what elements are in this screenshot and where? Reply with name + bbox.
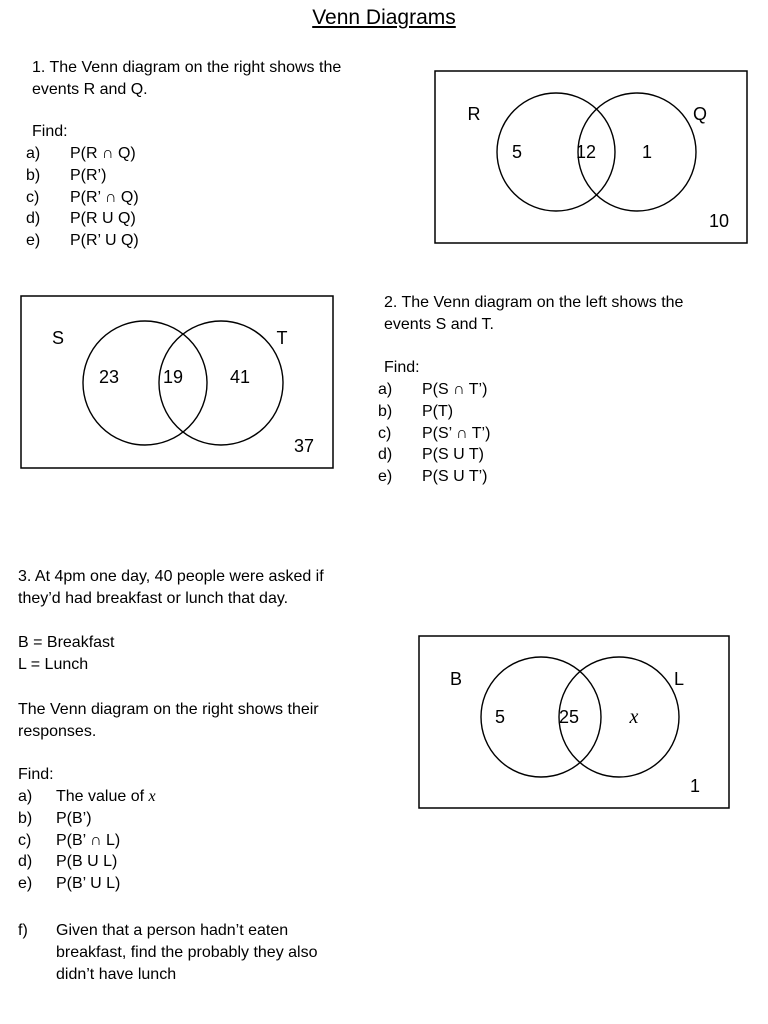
q3-intro-line2: they’d had breakfast or lunch that day. (18, 590, 289, 607)
q1-region-r-only: 5 (511, 142, 523, 162)
q2-set-label-s: S (51, 328, 65, 348)
q2-item-label: a) (378, 381, 393, 398)
q1-intro-line2: events R and Q. (32, 81, 148, 98)
q1-set-label-r: R (467, 104, 481, 124)
q2-item-label: d) (378, 446, 393, 464)
q1-intro-line1: 1. The Venn diagram on the right shows the (32, 59, 342, 76)
q2-region-outside: 37 (293, 436, 315, 456)
q3-def-breakfast: B = Breakfast (18, 634, 115, 651)
q3-item-f-line3: didn’t have lunch (56, 966, 177, 983)
q2-find-label: Find: (384, 359, 420, 376)
q3-description (18, 699, 319, 743)
q3-region-intersection: 25 (558, 707, 580, 727)
q3-item-f-label: f) (18, 922, 28, 939)
q3-definitions (18, 632, 115, 676)
q3-item-f (56, 920, 318, 986)
q1-item-label: b) (26, 166, 41, 184)
q1-item-text: P(R’) (70, 166, 107, 184)
q3-region-outside: 1 (689, 776, 701, 796)
q2-intro-line1: 2. The Venn diagram on the left shows the (384, 294, 684, 311)
q3-set-label-b: B (449, 669, 463, 689)
q3-desc-line2: responses. (18, 723, 97, 740)
q3-item-text: P(B’ ∩ L) (56, 831, 121, 849)
q1-intro (32, 57, 341, 101)
q3-item-label: d) (18, 853, 33, 871)
q3-item-f-line1: Given that a person hadn’t eaten (56, 922, 289, 939)
q3-item-f-line2: breakfast, find the probably they also (56, 944, 318, 961)
q3-item-a-variable: x (148, 788, 156, 805)
q3-intro-line1: 3. At 4pm one day, 40 people were asked if (18, 568, 324, 585)
q2-item-text: P(S U T) (422, 446, 484, 464)
q1-item-label: c) (26, 188, 40, 206)
q1-item-text: P(R’ U Q) (70, 232, 139, 250)
q3-item-text: P(B’) (56, 809, 92, 827)
q2-region-t-only: 41 (229, 367, 251, 387)
q2-set-label-t: T (276, 328, 288, 348)
q1-find-label: Find: (32, 123, 68, 140)
q2-region-s-only: 23 (98, 367, 120, 387)
q3-region-b-only: 5 (494, 707, 506, 727)
q2-intro-line2: events S and T. (384, 316, 494, 333)
q1-set-label-q: Q (692, 104, 708, 124)
q3-find-label: Find: (18, 766, 54, 783)
q3-set-label-l: L (673, 669, 685, 689)
q1-item-label: d) (26, 210, 41, 228)
q3-region-l-only: x (629, 706, 639, 728)
q2-item-text: P(S’ ∩ T’) (422, 424, 491, 442)
q3-venn-diagram (418, 635, 733, 815)
q3-venn-svg (418, 635, 733, 810)
q1-item-text: P(R U Q) (70, 210, 136, 228)
q3-item-a-words: The value of (56, 788, 145, 805)
q1-item-label: e) (26, 232, 41, 250)
q2-item-label: b) (378, 402, 393, 420)
q1-item-text: P(R ∩ Q) (70, 145, 136, 162)
q3-item-text: P(B’ U L) (56, 875, 121, 893)
q2-item-label: c) (378, 424, 392, 442)
page-title: Venn Diagrams (312, 6, 456, 29)
q3-desc-line1: The Venn diagram on the right shows their (18, 701, 319, 718)
q2-item-text: P(S U T’) (422, 468, 488, 486)
q2-intro (384, 292, 683, 336)
q3-item-label: a) (18, 788, 33, 805)
q1-venn-diagram (434, 70, 749, 250)
q3-item-label: b) (18, 809, 33, 827)
q3-intro (18, 566, 324, 610)
q3-item-text: P(B U L) (56, 853, 118, 871)
q1-venn-svg (434, 70, 749, 245)
q3-item-a-text (56, 786, 156, 808)
q2-item-text: P(S ∩ T’) (422, 381, 488, 398)
q1-item-text: P(R’ ∩ Q) (70, 188, 139, 206)
q1-region-intersection: 12 (575, 142, 597, 162)
q1-region-q-only: 1 (641, 142, 653, 162)
q2-item-label: e) (378, 468, 393, 486)
q1-item-label: a) (26, 145, 41, 162)
q2-venn-diagram (20, 295, 335, 475)
q2-item-text: P(T) (422, 402, 454, 420)
q2-region-intersection: 19 (162, 367, 184, 387)
q3-item-label: e) (18, 875, 33, 893)
q3-item-label: c) (18, 831, 32, 849)
q3-def-lunch: L = Lunch (18, 656, 89, 673)
q1-region-outside: 10 (708, 211, 730, 231)
q2-venn-svg (20, 295, 335, 470)
